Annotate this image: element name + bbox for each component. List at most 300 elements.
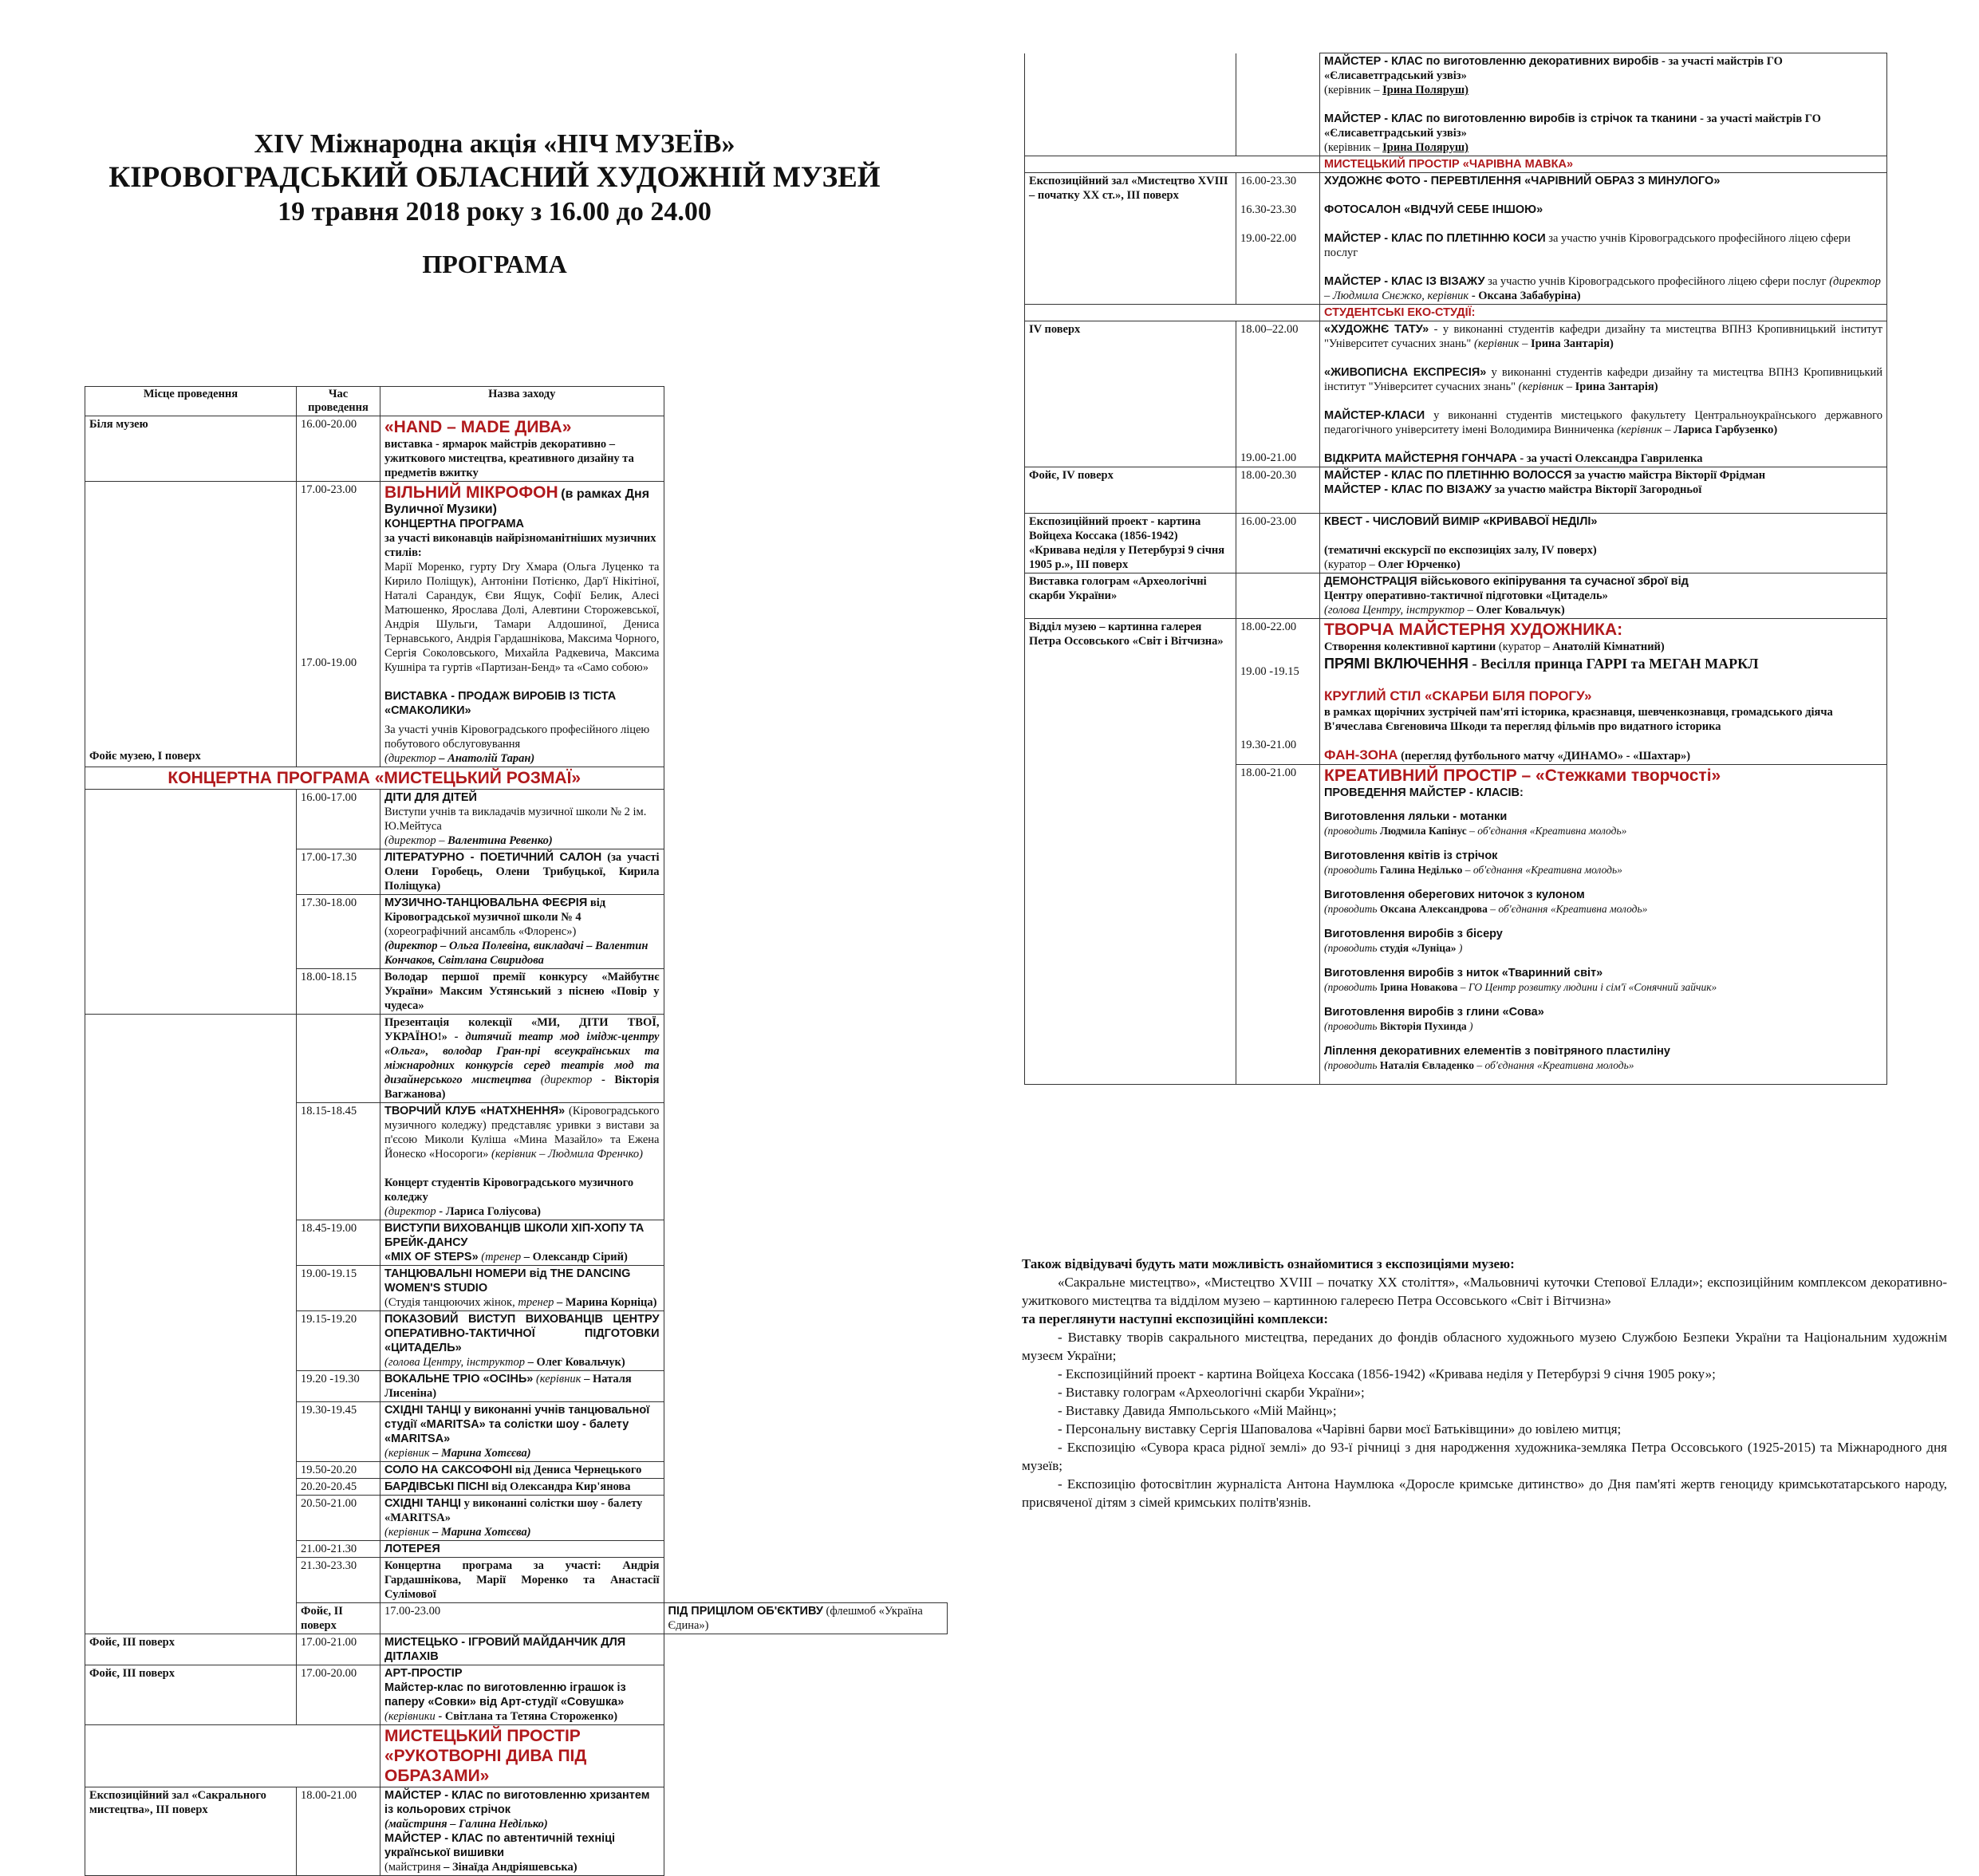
header-line-2: КІРОВОГРАДСЬКИЙ ОБЛАСНИЙ ХУДОЖНІЙ МУЗЕЙ (108, 161, 881, 194)
event-desc: за участю майстра (1494, 483, 1592, 496)
event-cell (380, 1015, 664, 1103)
event-desc: у виконанні студентів мистецького факультету Центральноукраїнського державного педагогічного університету імені Володимира Винниченка (1324, 409, 1882, 436)
info-heading: Також відвідувачі будуть мати можливість ознайомитися з експозиціями музею: (1022, 1256, 1515, 1271)
exhibition-item: - Експозицію фотосвітлин журналіста Антона Наумлюка «Доросле кримське дитинство» до Дня пам'яті жертв геноциду кримськотатарського народу, присвяченої дітям з сімей кримських політв'язнів. (1022, 1476, 1947, 1510)
event-desc: за участю учнів Кіровоградського професійного ліцею сфери послуг (1324, 232, 1851, 259)
table-row (1025, 514, 1887, 573)
event-desc: в рамках щорічних зустрічей пам'яті історика, краєзнавця, шевченкознавця, громадського діяча В'ячеслава Євгеновича Шкоди та перегляд фільмів про видатного історика (1324, 706, 1833, 733)
time-cell: 19.20 -19.30 (297, 1371, 380, 1402)
section-row (1025, 156, 1887, 173)
table-row (85, 790, 948, 849)
event-desc: - за участі Олександра Гавриленка (1520, 452, 1703, 465)
event-desc: Створення колективної картини (1324, 640, 1496, 653)
header-line-3: 19 травня 2018 року з 16.00 до 24.00 (278, 197, 712, 227)
event-cell (380, 1220, 664, 1266)
header-line-1: XIV Міжнародна акція «НІЧ МУЗЕЇВ» (254, 129, 735, 159)
place-cell (1025, 156, 1236, 173)
event-desc: (тематичні екскурсії по експозиціях залу, IV поверх) (1324, 544, 1597, 557)
time-cell: 19.50-20.20 (297, 1462, 380, 1479)
director-name: Ірина Зантарія) (1575, 380, 1658, 393)
place-text: Фойє музею, І поверх (89, 750, 201, 763)
exhibition-item: - Експозицію «Сувора краса рідної землі» до 93-ї річниці з дня народження художника-земляка Петра Оссовського (1925-2015) та Міжнародного дня музеїв; (1022, 1440, 1947, 1473)
event-title-2: Центру оперативно-тактичної підготовки «Цитадель» (1324, 589, 1608, 602)
event-title: ХУДОЖНЄ ФОТО - ПЕРЕВТІЛЕННЯ «ЧАРІВНИЙ ОБРАЗ З МИНУЛОГО» (1324, 175, 1721, 187)
event-desc: за участю майстра (1575, 469, 1673, 482)
event-cell (380, 1496, 664, 1541)
section-title-2: «РУКОТВОРНІ ДИВА ПІД ОБРАЗАМИ» (384, 1747, 587, 1785)
event-cell (380, 1479, 664, 1496)
event-title: МАЙСТЕР - КЛАС по виготовленню виробів із стрічок та тканини (1324, 112, 1697, 125)
director-label: (тренер (481, 1251, 522, 1263)
header-time: Час проведення (297, 387, 380, 416)
director-name: - Лариса Голіусова) (439, 1205, 541, 1218)
time-cell (1236, 305, 1320, 321)
event-title: КВЕСТ - ЧИСЛОВИЙ ВИМІР «КРИВАВОЇ НЕДІЛІ» (1324, 515, 1598, 528)
header-place: Місце проведення (85, 387, 297, 416)
director-label: (керівник – (1518, 380, 1573, 393)
event-cell (380, 1402, 664, 1462)
event-desc: - за участі майстрів ГО «Єлисаветградський узвіз» (1324, 112, 1821, 140)
time-cell: 17.00-20.00 (297, 1665, 380, 1725)
director-name: Ірина Поляруш) (1382, 84, 1468, 97)
masterclass-item (1324, 1044, 1882, 1073)
event-desc: (хореографічний ансамбль «Флоренс») (384, 925, 577, 938)
masterclass-lead: Наталія Євладенко (1379, 1059, 1474, 1071)
table-row (85, 416, 948, 482)
event-title: ВІЛЬНИЙ МІКРОФОН (384, 483, 558, 502)
director-name: – Анатолій Таран) (439, 752, 535, 765)
event-cell (1320, 619, 1887, 765)
place-cell (85, 1725, 297, 1787)
place-cell: Фойє, ІІІ поверх (85, 1665, 297, 1725)
event-desc: виставка - ярмарок майстрів декоративно – ужиткового мистецтва, креативного дизайну та предметів вжитку (384, 438, 634, 479)
event-title-2: МАЙСТЕР - КЛАС по автентичній техніці української вишивки (384, 1832, 616, 1859)
table-row (1025, 321, 1887, 467)
event-desc: (Студія танцюючих жінок, (384, 1296, 515, 1309)
event-title: «ЖИВОПИСНА ЕКСПРЕСІЯ» (1324, 366, 1487, 379)
event-title: СОЛО НА САКСОФОНІ (384, 1464, 513, 1476)
director-label: (керівник (535, 1373, 581, 1385)
section-title: СТУДЕНТСЬКІ ЕКО-СТУДІЇ: (1320, 305, 1887, 321)
director-line: (директор – Ольга Полевіна, викладачі – Валентин Кончаков, Світлана Свиридова (384, 940, 648, 967)
exhibition-item: - Виставку Давида Ямпольського «Мій Майнц»; (1058, 1403, 1337, 1418)
time-cell: 19.00-19.15 (297, 1266, 380, 1311)
event-cell (1320, 573, 1887, 619)
time-cell: 20.20-20.45 (297, 1479, 380, 1496)
info-heading-2: та переглянути наступні експозиційні комплекси: (1022, 1311, 1329, 1326)
event-title: «ХУДОЖНЄ ТАТУ» (1324, 323, 1429, 336)
place-cell (1025, 53, 1236, 156)
director-label: (голова Центру, інструктор (384, 1356, 525, 1369)
event-title: БАРДІВСЬКІ ПІСНІ (384, 1480, 489, 1493)
director-label: тренер (518, 1296, 554, 1309)
program-table-left (85, 386, 948, 1876)
table-row (1025, 173, 1887, 305)
right-page (990, 0, 1979, 1586)
performers-list: Марії Моренко, гурту Dry Хмара (Ольга Луценко та Кирило Поліщук), Антоніни Потієнко, Дар'ї Нікітіної, Наталі Сарандук, Єви Ящук, Софії Белик, Алесі Матюшенко, Ярослава Долі, Алевтини Сторожевської, Андрія Шульги, Тамари Алдошиної, Дениса Тернавського, Андрія Гардашнікова, Максима Чорного, Сергія Соколовського, Михайла Радкевича, Максима Кушніра та гуртів «Партизан-Бенд» та «Само собою» (384, 561, 660, 674)
time-cell: 18.00-21.00 (297, 1787, 380, 1876)
director-name: - Оксана Забабуріна) (1471, 290, 1581, 302)
director-label: (майстриня (384, 1861, 441, 1874)
event-title: ПІД ПРИЦІЛОМ ОБ'ЄКТИВУ (668, 1605, 823, 1618)
director-line: (майстриня – Галина Неділько) (384, 1818, 548, 1831)
event-cell (1320, 467, 1887, 514)
time-cell (1236, 53, 1320, 156)
table-row (85, 1634, 948, 1665)
time-cell: 16.00-23.00 (1236, 514, 1320, 573)
event-title: ВІДКРИТА МАЙСТЕРНЯ ГОНЧАРА (1324, 452, 1517, 465)
director-name: Ірина Поляруш) (1382, 141, 1468, 154)
event-cell (1320, 765, 1887, 1085)
event-cell (380, 416, 664, 482)
section-title: КОНЦЕРТНА ПРОГРАМА «МИСТЕЦЬКИЙ РОЗМАЇ» (85, 767, 664, 790)
time-cell: 17.00-23.00 (380, 1603, 664, 1634)
director-label: (керівник – (1617, 424, 1671, 436)
place-cell: Експозиційний зал «Сакрального мистецтва», ІІІ поверх (85, 1787, 297, 1876)
place-cell: Експозиційний проект - картина Войцеха Коссака (1856-1942) «Кривава неділя у Петербурзі 9 січня 1905 р.», ІІІ поверх (1025, 514, 1236, 573)
masterclass-org: – об'єднання «Креативна молодь» (1469, 825, 1627, 837)
place-cell: IV поверх (1025, 321, 1236, 467)
director-name: - Світлана та Тетяна Стороженко) (438, 1710, 618, 1723)
place-cell: Біля музею (85, 416, 297, 482)
director-name: – Марина Хотєєва) (432, 1447, 531, 1460)
masterclass-lead-label: (проводить (1324, 1059, 1378, 1071)
director-label: (директор (384, 752, 436, 765)
event-sub: КОНЦЕРТНА ПРОГРАМА (384, 518, 524, 530)
event-title: ДЕМОНСТРАЦІЯ військового екіпірування та сучасної зброї від (1324, 575, 1689, 588)
event-title: ТВОРЧИЙ КЛУБ «НАТХНЕННЯ» (384, 1105, 566, 1117)
time-cell: 17.00-21.00 (297, 1634, 380, 1665)
time-text: 19.00-21.00 (1240, 451, 1297, 464)
event-cell (380, 482, 664, 767)
table-row (1025, 619, 1887, 765)
curator-name: Анатолій Кімнатний) (1552, 640, 1665, 653)
masterclass-title: Виготовлення виробів з глини «Сова» (1324, 1006, 1544, 1019)
masterclass-org: – об'єднання «Креативна молодь» (1465, 864, 1622, 876)
time-cell: 20.50-21.00 (297, 1496, 380, 1541)
masterclass-lead-label: (проводить (1324, 864, 1378, 876)
time-cell: 21.30-23.30 (297, 1558, 380, 1603)
exhibition-item: - Експозиційний проект - картина Войцеха Коссака (1856-1942) «Кривава неділя у Петербурзі 9 січня 1905 року»; (1058, 1366, 1716, 1381)
event-desc: - Весілля принца ГАРРІ та МЕГАН МАРКЛ (1472, 656, 1759, 672)
masterclass-title: Виготовлення оберегових ниточок з кулоном (1324, 889, 1585, 901)
event-title: ПРЯМІ ВКЛЮЧЕННЯ (1324, 656, 1468, 672)
master-name: Вікторії Загородньої (1595, 483, 1702, 496)
time-text: 19.00-22.00 (1240, 232, 1297, 245)
event-title: МАЙСТЕР - КЛАС ІЗ ВІЗАЖУ (1324, 275, 1485, 288)
event-desc: (перегляд футбольного матчу «ДИНАМО» - «Шахтар») (1401, 750, 1691, 763)
event-title: ПОКАЗОВИЙ ВИСТУП ВИХОВАНЦІВ ЦЕНТРУ ОПЕРАТИВНО-ТАКТИЧНОЇ ПІДГОТОВКИ «ЦИТАДЕЛЬ» (384, 1313, 660, 1354)
time-cell (1236, 573, 1320, 619)
event-title-2: від Олександра Кир'янова (491, 1480, 631, 1493)
director-name: Ірина Зантарія) (1530, 337, 1614, 350)
time-cell: 18.45-19.00 (297, 1220, 380, 1266)
director-label: (директор – Людмила Снєжко, керівник (1324, 275, 1881, 302)
event-title: АРТ-ПРОСТІР (384, 1667, 463, 1680)
masterclass-title: Виготовлення виробів з ниток «Тваринний світ» (1324, 967, 1603, 979)
left-page (0, 0, 989, 1874)
event-title: МАЙСТЕР - КЛАС ПО ПЛЕТІННЮ ВОЛОССЯ (1324, 469, 1572, 482)
masterclass-item (1324, 810, 1882, 838)
event-desc: Концертна програма за участі: Андрія Гардашнікова, Марії Моренко та Анастасії Сулімової (380, 1558, 664, 1603)
event-desc: За участі учнів Кіровоградського професійного ліцею побутового обслуговування (384, 723, 650, 751)
masterclass-item (1324, 849, 1882, 877)
table-row (1025, 467, 1887, 514)
event-cell (380, 1462, 664, 1479)
director-name: – Зінаїда Андріяшевська) (444, 1861, 578, 1874)
director-name: – Наталя Лисеніна) (384, 1373, 632, 1400)
place-cell: Фойє, ІІ поверх (297, 1603, 380, 1634)
event-sub: ПРОВЕДЕННЯ МАЙСТЕР - КЛАСІВ: (1324, 786, 1524, 799)
masterclass-title: Виготовлення квітів із стрічок (1324, 849, 1498, 862)
director-label: (керівники (384, 1710, 436, 1723)
table-row (85, 482, 948, 767)
time-cell (297, 1015, 380, 1103)
program-title: ПРОГРАМА (422, 250, 567, 278)
event-title: КРУГЛИЙ СТІЛ «СКАРБИ БІЛЯ ПОРОГУ» (1324, 688, 1592, 704)
exhibition-item: - Виставку голограм «Археологічні скарби України»; (1058, 1385, 1365, 1400)
masterclass-title: Виготовлення ляльки - мотанки (1324, 810, 1508, 823)
event-title: ТАНЦЮВАЛЬНІ НОМЕРИ від THE DANCING WOMEN'S STUDIO (384, 1267, 631, 1295)
director-name: – Олег Ковальчук) (527, 1356, 625, 1369)
time-cell: 18.00-20.30 (1236, 467, 1320, 514)
event-title: МАЙСТЕР - КЛАС ПО ВІЗАЖУ (1324, 483, 1492, 496)
masterclass-lead-label: (проводить (1324, 825, 1378, 837)
masterclass-lead: Галина Неділько (1379, 864, 1463, 876)
event-title-note: (в рамках Дня Вуличної Музики) (384, 487, 650, 516)
event-cell (1320, 173, 1887, 305)
event-cell (380, 1103, 664, 1220)
time-cell: 21.00-21.30 (297, 1541, 380, 1558)
director-name: Лариса Гарбузенко) (1673, 424, 1778, 436)
time-text: 19.30-21.00 (1240, 739, 1297, 751)
time-cell (297, 1725, 380, 1787)
event-desc: - за участі майстрів ГО «Єлисаветградський узвіз» (1324, 55, 1783, 82)
time-cell: 18.00-21.00 (1236, 765, 1320, 1085)
exhibition-item: - Персональну виставку Сергія Шаповалова «Чарівні барви моєї Батьківщини» до ювілею митця; (1058, 1421, 1622, 1437)
director-label: (керівник (384, 1526, 430, 1539)
director-label: (керівник – (1473, 337, 1528, 350)
event-title: «HAND – MADE ДИВА» (384, 418, 572, 436)
event-title: ВИСТУПИ ВИХОВАНЦІВ ШКОЛИ ХІП-ХОПУ ТА БРЕЙК-ДАНСУ (384, 1222, 645, 1249)
time-cell: 16.00-20.00 (297, 416, 380, 482)
masterclass-lead: студія «Луніца» (1379, 942, 1457, 954)
time-cell: 19.15-19.20 (297, 1311, 380, 1371)
event-sub: Концерт студентів Кіровоградського музичного коледжу (384, 1176, 634, 1204)
event-desc: Володар першої премії конкурсу «Майбутнє України» Максим Устянський з піснею «Повір у чудеса» (380, 969, 664, 1015)
place-cell: Фойє, ІІІ поверх (85, 1634, 297, 1665)
event-title-2: «MIX OF STEPS» (384, 1251, 479, 1263)
masterclass-lead-label: (проводить (1324, 903, 1378, 915)
director-name: – Олександр Сірий) (523, 1251, 628, 1263)
event-title: ВОКАЛЬНЕ ТРІО «ОСІНЬ» (384, 1373, 534, 1385)
section-row (85, 767, 948, 790)
time-cell: 18.00-18.15 (297, 969, 380, 1015)
curator-name: Олег Юрченко) (1378, 558, 1461, 571)
exhibitions-list (1022, 1328, 1947, 1511)
master-name: Вікторії Фрідман (1674, 469, 1766, 482)
header-name: Назва заходу (380, 387, 664, 416)
event-cell (1320, 514, 1887, 573)
event-desc: Виступи учнів та викладачів музичної школи № 2 ім. Ю.Мейтуса (384, 806, 647, 833)
table-header-row (85, 387, 948, 416)
time-cell (297, 482, 380, 767)
additional-info (1022, 1255, 1947, 1511)
masterclass-lead-label: (проводить (1324, 1020, 1378, 1032)
masterclass-org: – об'єднання «Креативна молодь» (1476, 1059, 1634, 1071)
masterclass-item (1324, 966, 1882, 995)
masterclass-item (1324, 888, 1882, 916)
masterclass-lead: Вікторія Пухинда (1379, 1020, 1467, 1032)
director-label: (керівник – (1324, 84, 1380, 97)
event-desc: - дитячий театр мод імідж-центру «Ольга», володар Гран-прі всеукраїнських та міжнародних конкурсів серед театрів мод та дизайнерського мистецтва (384, 1031, 660, 1086)
event-title: МУЗИЧНО-ТАНЦЮВАЛЬНА ФЕЄРІЯ (384, 897, 588, 909)
event-desc: у виконанні студентів кафедри дизайну та мистецтва ВПНЗ Кропивницький інститут "Університет сучасних знань" (1324, 366, 1883, 393)
place-cell: Експозиційний зал «Мистецтво XVIII – початку XX ст.», ІІІ поверх (1025, 173, 1236, 305)
director-line: (керівник – Людмила Френчко) (491, 1148, 644, 1161)
event-cell (380, 849, 664, 895)
place-cell: Відділ музею – картинна галерея Петра Оссовського «Світ і Вітчизна» (1025, 619, 1236, 1085)
director-label: (керівник – (1324, 141, 1380, 154)
place-cell (1025, 305, 1236, 321)
time-text: 18.00-22.00 (1240, 621, 1297, 633)
masterclass-lead-label: (проводить (1324, 981, 1378, 993)
masterclass-title: Виготовлення виробів з бісеру (1324, 928, 1503, 940)
place-cell (85, 790, 297, 1015)
masterclass-lead: Ірина Новакова (1379, 981, 1458, 993)
event-cell (380, 1311, 664, 1371)
director-label: (директор – (384, 834, 445, 847)
time-cell (1236, 173, 1320, 305)
event-desc: за участю учнів Кіровоградського професійного ліцею сфери послуг (1488, 275, 1827, 288)
place-cell (85, 482, 297, 767)
section-row (85, 1725, 948, 1787)
event-desc: (флешмоб «Україна Єдина») (668, 1605, 923, 1632)
event-cell (380, 1787, 664, 1876)
time-text: 18.00–22.00 (1240, 323, 1299, 336)
director-label: (директор (540, 1074, 593, 1086)
event-title: ФАН-ЗОНА (1324, 747, 1398, 763)
time-text: 16.30-23.30 (1240, 203, 1297, 216)
masterclass-org: – об'єднання «Креативна молодь» (1490, 903, 1648, 915)
table-row (1025, 53, 1887, 156)
section-title: МИСТЕЦЬКИЙ ПРОСТІР (384, 1727, 581, 1745)
section-title: МИСТЕЦЬКИЙ ПРОСТІР «ЧАРІВНА МАВКА» (1320, 156, 1887, 173)
table-row (85, 1787, 948, 1876)
director-name: Валентина Ревенко) (447, 834, 553, 847)
event-cell (1320, 53, 1887, 156)
place-cell (85, 1015, 297, 1634)
event-title-2: від Кіровоградської музичної школи № 4 (384, 897, 606, 924)
event-title: МАЙСТЕР - КЛАС по виготовленню декоративних виробів (1324, 55, 1659, 68)
time-cell (1236, 156, 1320, 173)
event-title: КРЕАТИВНИЙ ПРОСТІР – «Стежками творчості» (1324, 767, 1721, 785)
director-label: (директор (384, 1205, 436, 1218)
event-desc: - у виконанні студентів кафедри дизайну та мистецтва ВПНЗ Кропивницький інститут "Університет сучасних знань" (1324, 323, 1882, 350)
exhibition-item: - Виставку творів сакрального мистецтва, переданих до фондів обласного художнього музею Службою Безпеки України та Національним художнім музеєм України; (1022, 1330, 1947, 1363)
place-cell: Фойє, IV поверх (1025, 467, 1236, 514)
time-cell: 19.30-19.45 (297, 1402, 380, 1462)
time-text: 19.00 -19.15 (1240, 665, 1299, 678)
section-row (1025, 305, 1887, 321)
curator-label: (куратор – (1324, 558, 1375, 571)
time-text: 17.00-23.00 (301, 483, 357, 496)
event-title-2: від Дениса Чернецького (514, 1464, 642, 1476)
time-text: 16.00-23.30 (1240, 175, 1297, 187)
event-desc: (Кіровоградського музичного коледжу) представляє уривки з вистави за п'єсою Миколи Куліша «Мина Мазайло» та Ежена Йонеско «Носороги» (384, 1105, 660, 1161)
event-cell (380, 1371, 664, 1402)
masterclass-lead: Оксана Александрова (1379, 903, 1488, 915)
event-title: МАЙСТЕР-КЛАСИ (1324, 409, 1425, 422)
time-cell (1236, 321, 1320, 467)
section-cell (380, 1725, 664, 1787)
masterclass-org: – ГО Центр розвитку людини і сім'ї «Сонячний зайчик» (1460, 981, 1717, 993)
event-title: МАЙСТЕР - КЛАС ПО ПЛЕТІННЮ КОСИ (1324, 232, 1546, 245)
time-cell (1236, 619, 1320, 765)
time-text: 17.00-19.00 (301, 656, 357, 669)
time-cell: 17.30-18.00 (297, 895, 380, 969)
table-row (1025, 573, 1887, 619)
masterclass-list (1324, 810, 1882, 1073)
time-cell: 17.00-17.30 (297, 849, 380, 895)
event-sub2: за участі виконавців найрізноманітніших музичних стилів: (384, 532, 656, 559)
masterclass-item (1324, 1005, 1882, 1034)
curator-label: (куратор – (1498, 640, 1550, 653)
event-cell (380, 1266, 664, 1311)
event-cell (380, 1665, 664, 1725)
director-label: (керівник (384, 1447, 430, 1460)
time-cell: 18.15-18.45 (297, 1103, 380, 1220)
masterclass-lead: Людмила Капінус (1379, 825, 1467, 837)
event-title: МАЙСТЕР - КЛАС по виготовленню хризантем із кольорових стрічок (384, 1789, 650, 1816)
event-desc: Майстер-клас по виготовленню іграшок із паперу «Совки» від Арт-студії «Совушка» (384, 1681, 626, 1708)
event-title: МИСТЕЦЬКО - ІГРОВИЙ МАЙДАНЧИК ДЛЯ ДІТЛАХІВ (380, 1634, 664, 1665)
event-desc: (за участі Олени Горобець, Олени Трибуцької, Кирила Поліщука) (384, 851, 660, 893)
event-cell (1320, 321, 1887, 467)
event-title: ФОТОСАЛОН «ВІДЧУЙ СЕБЕ ІНШОЮ» (1324, 203, 1543, 216)
event-title: ТВОРЧА МАЙСТЕРНЯ ХУДОЖНИКА: (1324, 621, 1623, 639)
program-table-right (1024, 53, 1887, 1085)
document-header (0, 128, 989, 279)
place-cell: Виставка голограм «Археологічні скарби України» (1025, 573, 1236, 619)
table-row (85, 1015, 948, 1103)
masterclass-lead-label: (проводить (1324, 942, 1378, 954)
event-title: ДІТИ ДЛЯ ДІТЕЙ (384, 791, 477, 804)
director-name: Олег Ковальчук) (1476, 604, 1565, 617)
event-title: СХІДНІ ТАНЦІ у виконанні учнів танцювальної студії «MARITSA» та солістки шоу - балету «MARITSA» (384, 1404, 650, 1445)
event-title: ЛІТЕРАТУРНО - ПОЕТИЧНИЙ САЛОН (384, 851, 602, 864)
director-name: - Вікторія Вагжанова) (384, 1074, 660, 1101)
masterclass-org: ) (1458, 942, 1463, 954)
masterclass-title: Ліплення декоративних елементів з повітряного пластиліну (1324, 1045, 1670, 1058)
info-paragraph: «Сакральне мистецтво», «Мистецтво XVIII – початку XX століття», «Мальовничі куточки Степової Еллади»; експозиційним комплексом декоративно-ужиткового мистецтва та відділом музею – картинною галереєю Петра Оссовського «Світ і Вітчизна» (1022, 1275, 1947, 1308)
event-title: Презентація колекції «МИ, ДІТИ ТВОЇ, УКРАЇНО!» (384, 1016, 660, 1043)
masterclass-org: ) (1469, 1020, 1473, 1032)
event-title-2: у виконанні солістки шоу - балету «MARITSA» (384, 1497, 643, 1524)
table-row (85, 1665, 948, 1725)
director-name: – Марина Хотєєва) (432, 1526, 531, 1539)
event-title: СХІДНІ ТАНЦІ (384, 1497, 461, 1510)
director-label: (голова Центру, інструктор – (1324, 604, 1473, 617)
event-title: ВИСТАВКА - ПРОДАЖ ВИРОБІВ ІЗ ТІСТА «СМАКОЛИКИ» (384, 690, 617, 717)
event-cell (664, 1603, 948, 1634)
director-name: – Марина Корніца) (557, 1296, 657, 1309)
event-cell (380, 790, 664, 849)
time-cell: 16.00-17.00 (297, 790, 380, 849)
masterclass-item (1324, 927, 1882, 956)
event-title: ЛОТЕРЕЯ (380, 1541, 664, 1558)
event-cell (380, 895, 664, 969)
